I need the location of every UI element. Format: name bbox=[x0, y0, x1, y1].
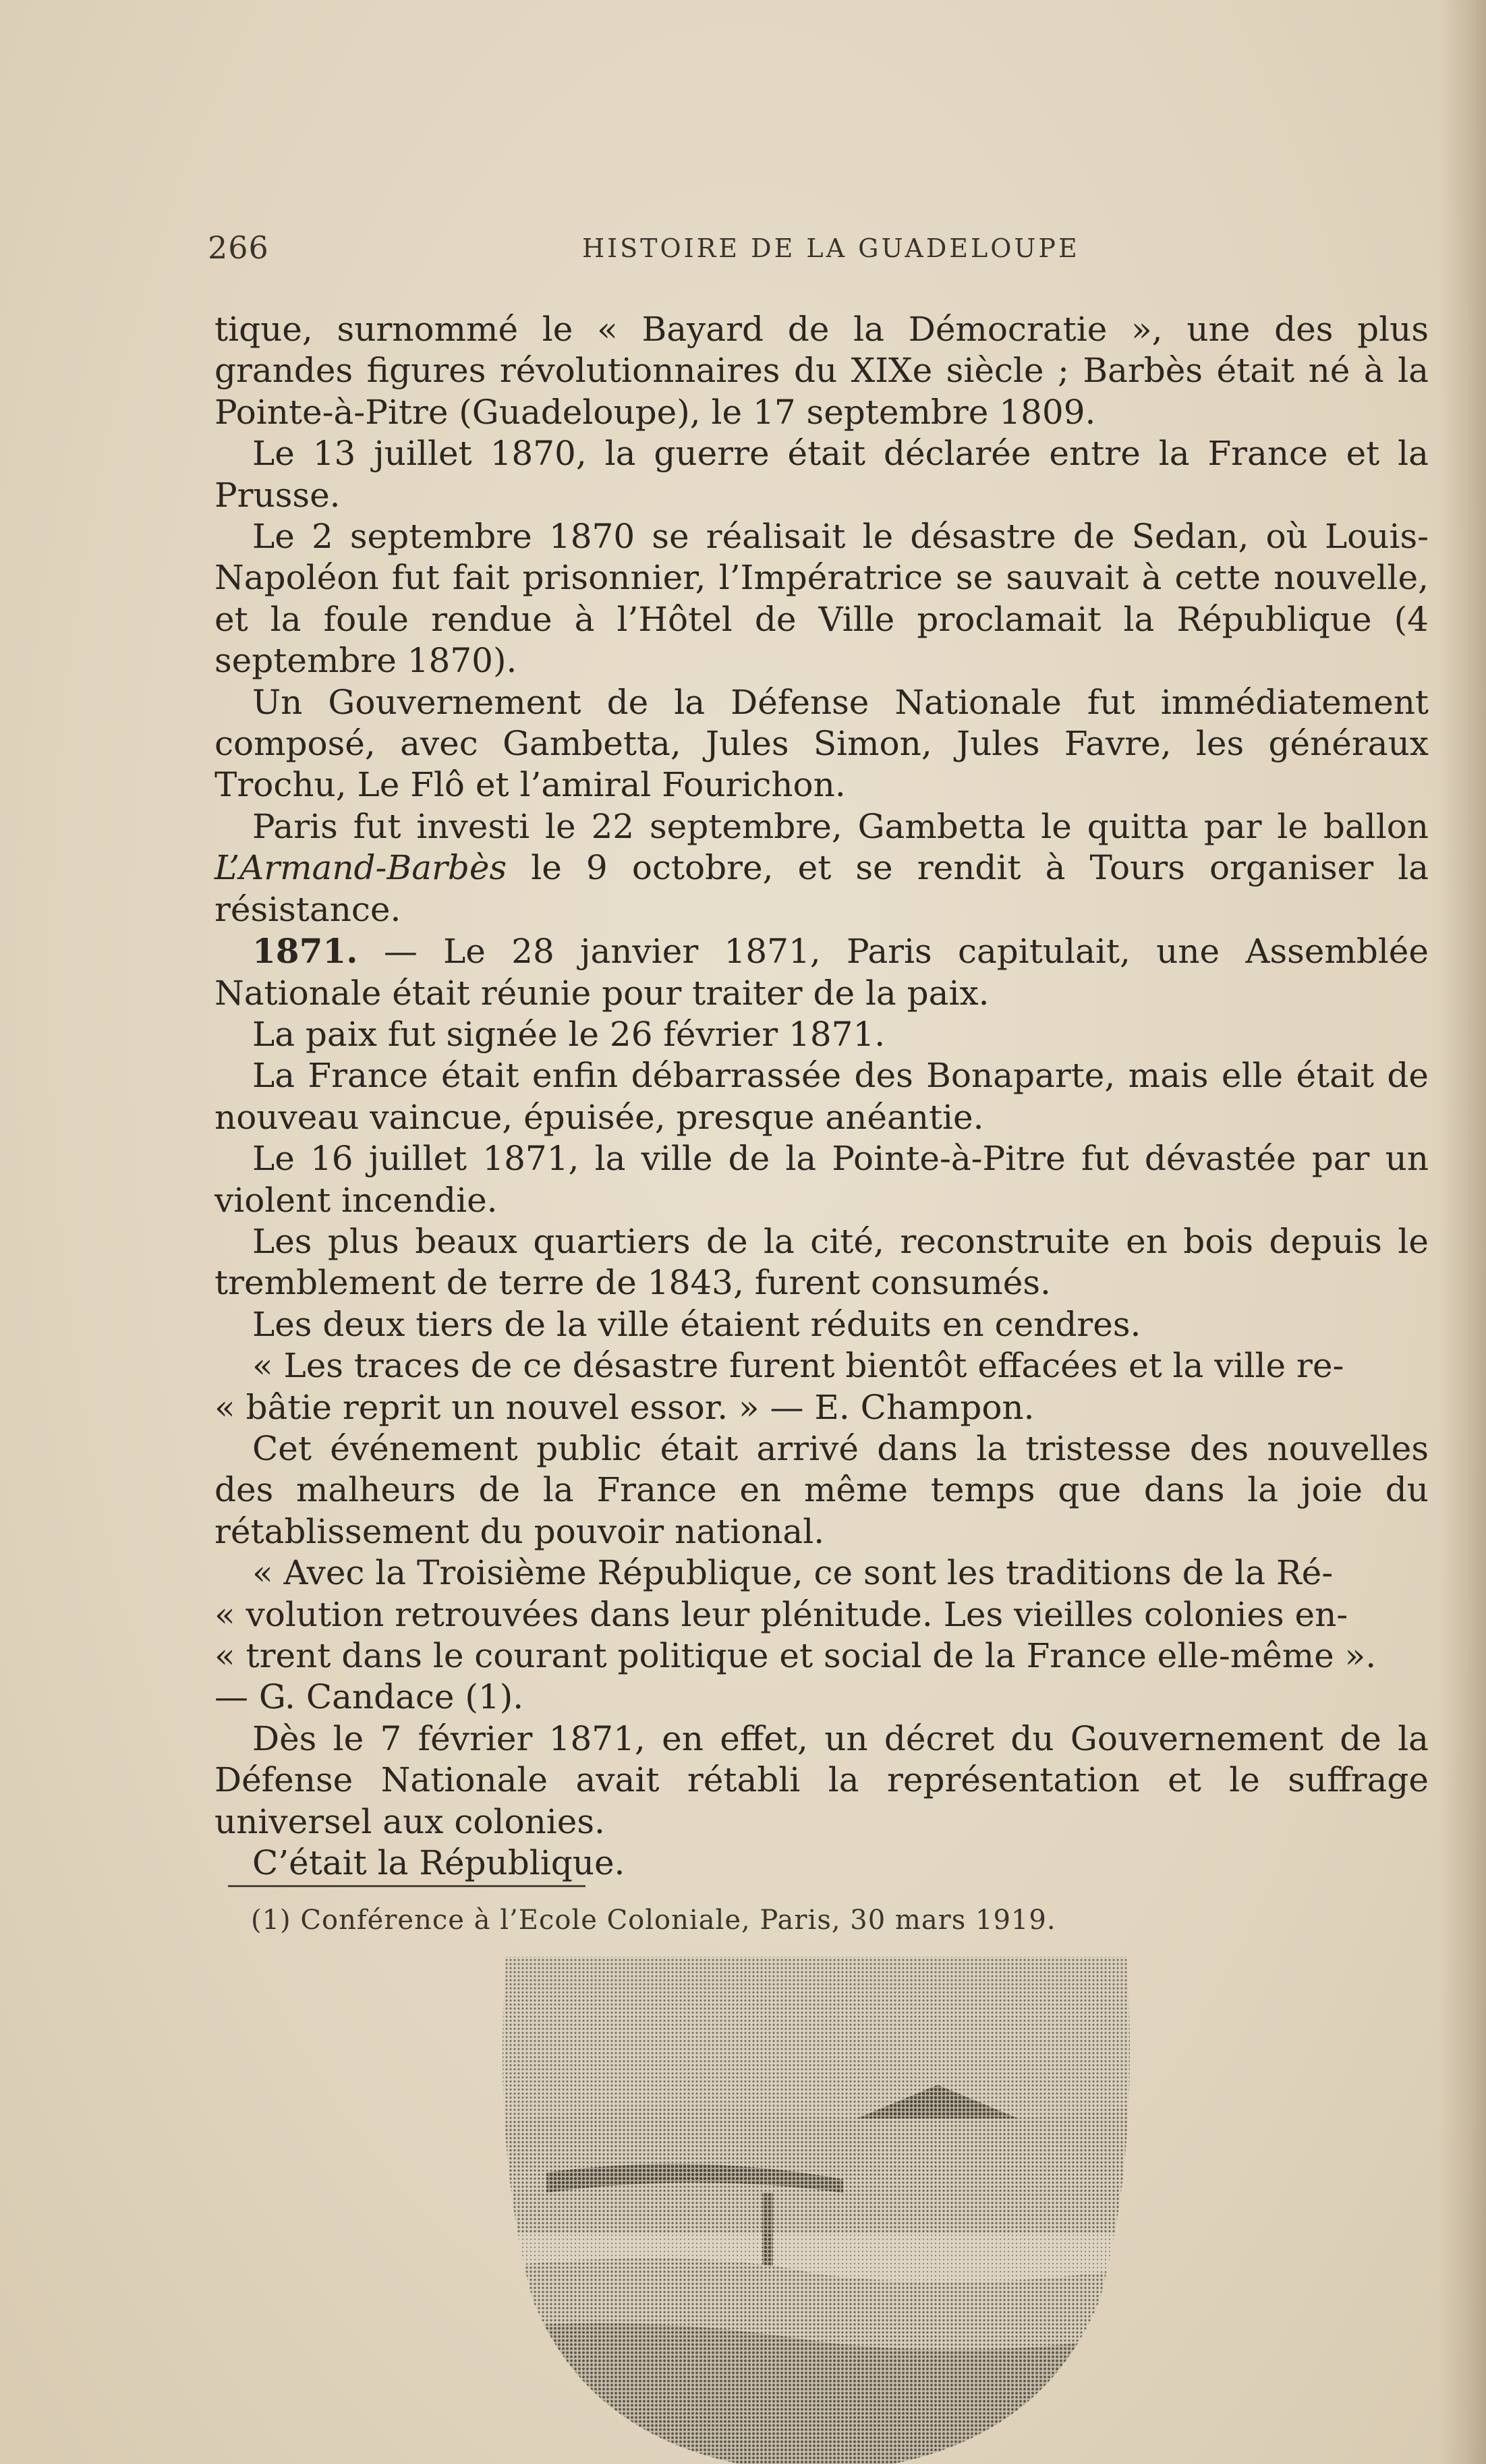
page-edge-shadow bbox=[1439, 0, 1486, 2464]
balloon-text-after: le 9 octobre, et se rendit à Tours organiser la résistance. bbox=[215, 848, 1429, 929]
photograph-illustration bbox=[492, 1950, 1140, 2464]
paragraph: C’était la République. bbox=[252, 1843, 625, 1883]
paragraph-1871 bbox=[215, 930, 1429, 1014]
paragraph: Les plus beaux quartiers de la cité, reconstruite en bois depuis le tremblement de terre de 1843, furent consumés. bbox=[215, 1221, 1429, 1303]
paragraph: Le 2 septembre 1870 se réalisait le désastre de Sedan, où Louis-Napoléon fut fait prisonnier, l’Impératrice se sauvait à cette nouvelle, et la foule rendue à l’Hôtel de Ville proclamait la République (4 septembre 1870). bbox=[215, 517, 1429, 681]
year-heading: 1871. bbox=[252, 931, 358, 972]
paragraph: Le 13 juillet 1870, la guerre était déclarée entre la France et la Prusse. bbox=[215, 434, 1429, 515]
paragraph: La paix fut signée le 26 février 1871. bbox=[252, 1014, 886, 1054]
halftone-photograph bbox=[492, 1950, 1140, 2464]
paragraph: tique, surnommé le « Bayard de la Démocratie », une des plus grandes figures révolutionnaires du XIXe siècle ; Barbès était né à la Pointe-à-Pitre (Guadeloupe), le 17 septembre 1809. bbox=[215, 310, 1429, 432]
paragraph: — G. Candace (1). bbox=[215, 1677, 524, 1717]
paragraph: « bâtie reprit un nouvel essor. » — E. Champon. bbox=[215, 1387, 1035, 1427]
paragraph: « Avec la Troisième République, ce sont les traditions de la Ré- bbox=[252, 1553, 1334, 1593]
paragraph: Le 16 juillet 1871, la ville de la Pointe-à-Pitre fut dévastée par un violent incendie. bbox=[215, 1139, 1429, 1220]
paragraph: « Les traces de ce désastre furent bientôt effacées et la ville re- bbox=[252, 1346, 1344, 1386]
footnote-rule bbox=[228, 1885, 585, 1887]
paragraph: Un Gouvernement de la Défense Nationale fut immédiatement composé, avec Gambetta, Jules Simon, Jules Favre, les généraux Trochu, Le Flô et l’amiral Fourichon. bbox=[215, 682, 1429, 805]
paragraph: Cet événement public était arrivé dans la tristesse des nouvelles des malheurs de la France en même temps que dans la joie du rétablissement du pouvoir national. bbox=[215, 1428, 1429, 1551]
page-header bbox=[208, 229, 1422, 277]
running-title: HISTOIRE DE LA GUADELOUPE bbox=[582, 233, 1080, 263]
paragraph-group-1 bbox=[215, 309, 1429, 806]
paragraph-balloon bbox=[215, 806, 1429, 930]
body-text bbox=[215, 309, 1429, 1884]
paragraph: Les deux tiers de la ville étaient réduits en cendres. bbox=[252, 1304, 1141, 1344]
footnote: (1) Conférence à l’Ecole Coloniale, Paris, 30 mars 1919. bbox=[251, 1905, 1056, 1936]
balloon-name: L’Armand-Barbès bbox=[215, 848, 507, 888]
page-number: 266 bbox=[208, 229, 269, 266]
year-paragraph-text: — Le 28 janvier 1871, Paris capitulait, une Assemblée Nationale était réunie pour traiter de la paix. bbox=[215, 932, 1429, 1013]
paragraph: « volution retrouvées dans leur plénitude. Les vieilles colonies en- bbox=[215, 1594, 1348, 1634]
paragraph-group-2 bbox=[215, 1014, 1429, 1884]
balloon-text-before: Paris fut investi le 22 septembre, Gambetta le quitta par le ballon bbox=[252, 806, 1429, 846]
paragraph: Dès le 7 février 1871, en effet, un décret du Gouvernement de la Défense Nationale avait rétabli la représentation et le suffrage universel aux colonies. bbox=[215, 1718, 1429, 1841]
paragraph: « trent dans le courant politique et social de la France elle-même ». bbox=[215, 1636, 1377, 1675]
paragraph: La France était enfin débarrassée des Bonaparte, mais elle était de nouveau vaincue, épuisée, presque anéantie. bbox=[215, 1056, 1429, 1137]
